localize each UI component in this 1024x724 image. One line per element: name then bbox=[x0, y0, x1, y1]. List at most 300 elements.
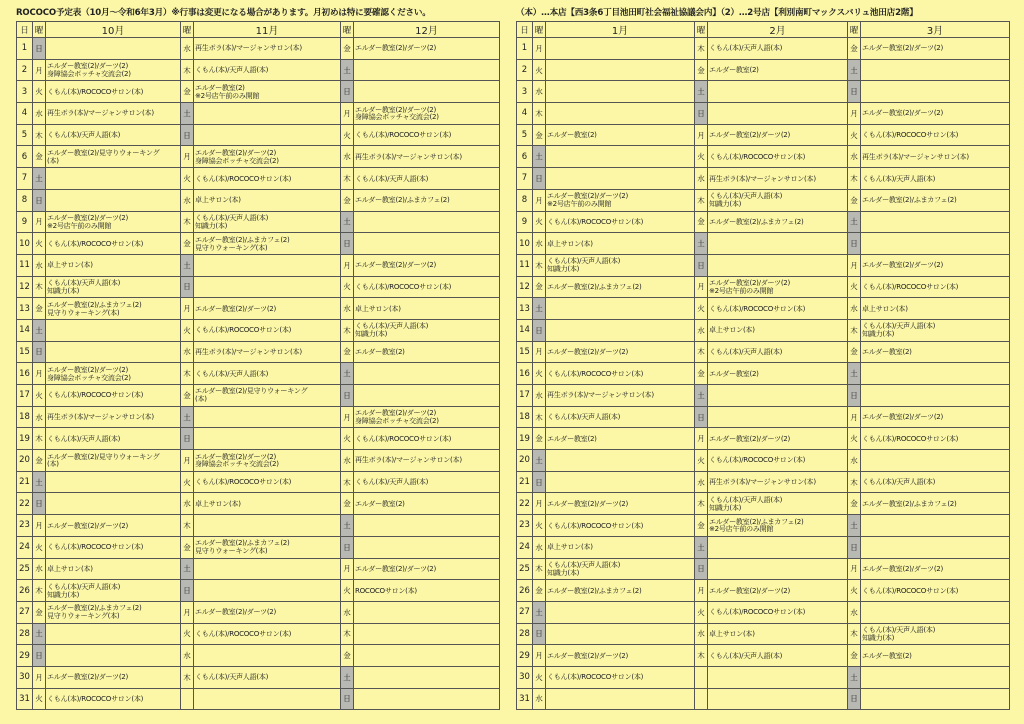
schedule-row bbox=[17, 601, 500, 623]
day-number: 6 bbox=[517, 146, 533, 168]
weekday: 火 bbox=[695, 146, 708, 168]
weekday: 土 bbox=[533, 298, 546, 320]
event-cell bbox=[194, 103, 341, 125]
weekday: 月 bbox=[695, 124, 708, 146]
day-number: 13 bbox=[17, 298, 33, 320]
weekday: 木 bbox=[181, 666, 194, 688]
weekday: 日 bbox=[33, 645, 46, 667]
weekday: 月 bbox=[848, 103, 861, 125]
event-cell bbox=[354, 601, 500, 623]
event-cell bbox=[354, 515, 500, 537]
weekday: 水 bbox=[341, 146, 354, 168]
weekday: 金 bbox=[533, 276, 546, 298]
schedule-row bbox=[517, 254, 1010, 276]
day-number: 8 bbox=[517, 189, 533, 211]
event-cell: くもん(本)/ROCOCOサロン(本) bbox=[46, 688, 181, 710]
weekday: 日 bbox=[181, 428, 194, 450]
event-cell: エルダー教室(2)/ふまカフェ(2) bbox=[546, 580, 695, 602]
month-header: 11月 bbox=[194, 22, 341, 38]
schedule-row bbox=[517, 124, 1010, 146]
schedule-row bbox=[517, 536, 1010, 558]
weekday: 月 bbox=[848, 406, 861, 428]
schedule-row bbox=[17, 493, 500, 515]
schedule-row bbox=[517, 168, 1010, 190]
event-cell: エルダー教室(2)/ダーツ(2) bbox=[861, 38, 1010, 60]
weekday: 水 bbox=[695, 623, 708, 645]
event-cell bbox=[354, 363, 500, 385]
weekday: 火 bbox=[848, 276, 861, 298]
weekday: 水 bbox=[33, 406, 46, 428]
schedule-row bbox=[517, 81, 1010, 103]
header-day: 日 bbox=[17, 22, 33, 38]
schedule-row bbox=[17, 385, 500, 407]
event-cell: エルダー教室(2)/ダーツ(2) bbox=[546, 645, 695, 667]
event-cell: エルダー教室(2) bbox=[708, 59, 848, 81]
weekday: 火 bbox=[695, 450, 708, 472]
event-cell: くもん(本)/天声人語(本) 知識力(本) bbox=[546, 254, 695, 276]
day-number: 22 bbox=[17, 493, 33, 515]
day-number: 22 bbox=[517, 493, 533, 515]
schedule-row bbox=[17, 406, 500, 428]
event-cell: 卓上サロン(本) bbox=[546, 233, 695, 255]
day-number: 19 bbox=[17, 428, 33, 450]
event-cell: エルダー教室(2)/ふまカフェ(2) ※2号店午前のみ開館 bbox=[708, 515, 848, 537]
event-cell bbox=[194, 515, 341, 537]
event-cell bbox=[546, 688, 695, 710]
schedule-table-jan-mar bbox=[516, 21, 1010, 710]
weekday: 金 bbox=[848, 493, 861, 515]
event-cell: エルダー教室(2)/見守りウォーキング (本) bbox=[46, 450, 181, 472]
weekday: 月 bbox=[341, 406, 354, 428]
event-cell: くもん(本)/天声人語(本) bbox=[546, 406, 695, 428]
event-cell: くもん(本)/天声人語(本) 知識力(本) bbox=[708, 189, 848, 211]
schedule-row bbox=[17, 536, 500, 558]
schedule-row bbox=[517, 146, 1010, 168]
weekday: 金 bbox=[33, 146, 46, 168]
event-cell bbox=[708, 233, 848, 255]
schedule-row bbox=[517, 211, 1010, 233]
event-cell: 再生ボラ(本)/マージャンサロン(本) bbox=[354, 146, 500, 168]
event-cell: エルダー教室(2)/ふまカフェ(2) 見守りウォーキング(本) bbox=[194, 233, 341, 255]
event-cell bbox=[708, 385, 848, 407]
weekday: 日 bbox=[181, 580, 194, 602]
weekday: 土 bbox=[848, 363, 861, 385]
day-number: 25 bbox=[17, 558, 33, 580]
weekday: 火 bbox=[533, 515, 546, 537]
schedule-row bbox=[517, 319, 1010, 341]
event-cell bbox=[546, 38, 695, 60]
event-cell bbox=[861, 59, 1010, 81]
month-header: 10月 bbox=[46, 22, 181, 38]
event-cell: エルダー教室(2)/ダーツ(2) ※2号店午前のみ開館 bbox=[708, 276, 848, 298]
event-cell bbox=[194, 688, 341, 710]
event-cell: くもん(本)/天声人語(本) 知識力(本) bbox=[708, 493, 848, 515]
weekday: 月 bbox=[533, 645, 546, 667]
weekday: 木 bbox=[848, 471, 861, 493]
event-cell bbox=[194, 124, 341, 146]
weekday: 木 bbox=[33, 124, 46, 146]
weekday bbox=[695, 666, 708, 688]
event-cell: 卓上サロン(本) bbox=[708, 623, 848, 645]
event-cell: 卓上サロン(本) bbox=[546, 536, 695, 558]
weekday: 木 bbox=[695, 189, 708, 211]
weekday: 水 bbox=[695, 319, 708, 341]
header-weekday: 曜 bbox=[533, 22, 546, 38]
header-weekday: 曜 bbox=[341, 22, 354, 38]
event-cell bbox=[708, 536, 848, 558]
weekday: 日 bbox=[181, 124, 194, 146]
weekday: 木 bbox=[848, 623, 861, 645]
event-cell bbox=[708, 254, 848, 276]
event-cell: くもん(本)/天声人語(本) 知識力(本) bbox=[46, 276, 181, 298]
event-cell: くもん(本)/ROCOCOサロン(本) bbox=[194, 168, 341, 190]
event-cell bbox=[861, 363, 1010, 385]
weekday: 月 bbox=[181, 146, 194, 168]
weekday: 日 bbox=[848, 385, 861, 407]
weekday: 木 bbox=[33, 428, 46, 450]
event-cell: くもん(本)/ROCOCOサロン(本) bbox=[861, 124, 1010, 146]
schedule-row bbox=[517, 363, 1010, 385]
event-cell: くもん(本)/ROCOCOサロン(本) bbox=[546, 211, 695, 233]
weekday: 水 bbox=[181, 341, 194, 363]
weekday: 土 bbox=[848, 515, 861, 537]
day-number: 12 bbox=[17, 276, 33, 298]
weekday: 日 bbox=[341, 233, 354, 255]
weekday: 日 bbox=[848, 81, 861, 103]
weekday: 水 bbox=[33, 254, 46, 276]
weekday: 日 bbox=[695, 254, 708, 276]
day-number: 20 bbox=[17, 450, 33, 472]
weekday: 水 bbox=[533, 536, 546, 558]
event-cell: くもん(本)/ROCOCOサロン(本) bbox=[194, 623, 341, 645]
month-header: 1月 bbox=[546, 22, 695, 38]
weekday: 木 bbox=[533, 558, 546, 580]
event-cell: 再生ボラ(本)/マージャンサロン(本) bbox=[708, 168, 848, 190]
day-number: 14 bbox=[17, 319, 33, 341]
event-cell: くもん(本)/ROCOCOサロン(本) bbox=[354, 276, 500, 298]
weekday: 木 bbox=[695, 645, 708, 667]
weekday: 日 bbox=[848, 688, 861, 710]
weekday: 木 bbox=[533, 103, 546, 125]
weekday: 木 bbox=[33, 276, 46, 298]
weekday: 火 bbox=[33, 233, 46, 255]
day-number: 9 bbox=[17, 211, 33, 233]
day-number: 10 bbox=[517, 233, 533, 255]
day-number: 24 bbox=[517, 536, 533, 558]
weekday: 月 bbox=[341, 558, 354, 580]
weekday: 土 bbox=[33, 319, 46, 341]
day-number: 3 bbox=[517, 81, 533, 103]
weekday: 日 bbox=[848, 233, 861, 255]
weekday: 金 bbox=[341, 341, 354, 363]
schedule-row bbox=[17, 276, 500, 298]
event-cell bbox=[354, 623, 500, 645]
weekday: 木 bbox=[848, 168, 861, 190]
day-number: 2 bbox=[517, 59, 533, 81]
event-cell: エルダー教室(2)/ダーツ(2) bbox=[354, 254, 500, 276]
weekday: 土 bbox=[695, 233, 708, 255]
schedule-row bbox=[17, 124, 500, 146]
weekday: 木 bbox=[533, 254, 546, 276]
event-cell bbox=[46, 38, 181, 60]
event-cell: エルダー教室(2)/ダーツ(2) 身障協会ボッチャ交流会(2) bbox=[354, 406, 500, 428]
weekday: 月 bbox=[33, 515, 46, 537]
event-cell bbox=[354, 666, 500, 688]
event-cell bbox=[546, 319, 695, 341]
event-cell: エルダー教室(2)/ダーツ(2) bbox=[861, 254, 1010, 276]
event-cell bbox=[354, 688, 500, 710]
event-cell: くもん(本)/ROCOCOサロン(本) bbox=[46, 385, 181, 407]
event-cell: エルダー教室(2)/ダーツ(2) bbox=[861, 406, 1010, 428]
day-number: 29 bbox=[517, 645, 533, 667]
weekday: 火 bbox=[341, 276, 354, 298]
event-cell: くもん(本)/天声人語(本) bbox=[708, 38, 848, 60]
schedule-row bbox=[517, 450, 1010, 472]
weekday: 日 bbox=[33, 38, 46, 60]
weekday: 土 bbox=[341, 666, 354, 688]
event-cell bbox=[708, 558, 848, 580]
weekday: 水 bbox=[33, 558, 46, 580]
weekday: 日 bbox=[341, 81, 354, 103]
event-cell: エルダー教室(2) bbox=[708, 363, 848, 385]
weekday: 水 bbox=[695, 471, 708, 493]
weekday: 金 bbox=[848, 189, 861, 211]
weekday: 月 bbox=[341, 103, 354, 125]
event-cell bbox=[861, 688, 1010, 710]
weekday: 火 bbox=[181, 319, 194, 341]
schedule-row bbox=[17, 298, 500, 320]
event-cell: くもん(本)/天声人語(本) 知識力(本) bbox=[861, 319, 1010, 341]
event-cell: くもん(本)/ROCOCOサロン(本) bbox=[708, 601, 848, 623]
event-cell bbox=[546, 601, 695, 623]
event-cell: くもん(本)/天声人語(本) bbox=[194, 59, 341, 81]
day-number: 21 bbox=[17, 471, 33, 493]
event-cell: くもん(本)/ROCOCOサロン(本) bbox=[546, 515, 695, 537]
day-number: 12 bbox=[517, 276, 533, 298]
event-cell: 卓上サロン(本) bbox=[46, 254, 181, 276]
schedule-row bbox=[517, 688, 1010, 710]
event-cell: 再生ボラ(本)/マージャンサロン(本) bbox=[46, 103, 181, 125]
event-cell: 再生ボラ(本)/マージャンサロン(本) bbox=[46, 406, 181, 428]
weekday: 月 bbox=[533, 493, 546, 515]
event-cell bbox=[194, 276, 341, 298]
weekday: 土 bbox=[848, 211, 861, 233]
event-cell: エルダー教室(2) bbox=[861, 645, 1010, 667]
day-number: 30 bbox=[517, 666, 533, 688]
day-number: 8 bbox=[17, 189, 33, 211]
weekday: 火 bbox=[533, 211, 546, 233]
event-cell bbox=[194, 645, 341, 667]
event-cell: くもん(本)/天声人語(本) bbox=[354, 471, 500, 493]
weekday: 土 bbox=[695, 536, 708, 558]
weekday: 水 bbox=[533, 81, 546, 103]
weekday: 月 bbox=[533, 38, 546, 60]
event-cell: 再生ボラ(本)/マージャンサロン(本) bbox=[194, 38, 341, 60]
event-cell bbox=[708, 406, 848, 428]
header-weekday: 曜 bbox=[181, 22, 194, 38]
weekday: 日 bbox=[533, 623, 546, 645]
weekday: 金 bbox=[181, 536, 194, 558]
day-number: 4 bbox=[517, 103, 533, 125]
weekday: 水 bbox=[181, 189, 194, 211]
schedule-row bbox=[17, 189, 500, 211]
event-cell bbox=[861, 666, 1010, 688]
event-cell: くもん(本)/ROCOCOサロン(本) bbox=[708, 450, 848, 472]
weekday: 土 bbox=[341, 59, 354, 81]
event-cell: エルダー教室(2)/ダーツ(2) 身障協会ボッチャ交流会(2) bbox=[194, 450, 341, 472]
event-cell bbox=[546, 168, 695, 190]
weekday: 日 bbox=[33, 189, 46, 211]
weekday: 木 bbox=[341, 168, 354, 190]
weekday: 水 bbox=[848, 298, 861, 320]
day-number: 16 bbox=[517, 363, 533, 385]
schedule-row bbox=[17, 645, 500, 667]
weekday: 土 bbox=[181, 254, 194, 276]
day-number: 4 bbox=[17, 103, 33, 125]
event-cell bbox=[46, 168, 181, 190]
schedule-row bbox=[17, 428, 500, 450]
header-weekday: 曜 bbox=[695, 22, 708, 38]
day-number: 6 bbox=[17, 146, 33, 168]
schedule-row bbox=[17, 623, 500, 645]
event-cell bbox=[861, 81, 1010, 103]
event-cell bbox=[354, 645, 500, 667]
event-cell: 再生ボラ(本)/マージャンサロン(本) bbox=[194, 341, 341, 363]
weekday: 木 bbox=[848, 319, 861, 341]
weekday: 土 bbox=[181, 558, 194, 580]
weekday: 水 bbox=[695, 168, 708, 190]
weekday: 火 bbox=[341, 580, 354, 602]
weekday: 月 bbox=[695, 428, 708, 450]
event-cell bbox=[46, 471, 181, 493]
month-header: 3月 bbox=[861, 22, 1010, 38]
header-weekday: 曜 bbox=[33, 22, 46, 38]
event-cell: くもん(本)/ROCOCOサロン(本) bbox=[861, 276, 1010, 298]
weekday: 木 bbox=[341, 623, 354, 645]
weekday: 金 bbox=[695, 211, 708, 233]
day-number: 31 bbox=[17, 688, 33, 710]
weekday: 金 bbox=[533, 428, 546, 450]
day-number: 5 bbox=[17, 124, 33, 146]
event-cell: エルダー教室(2)/ダーツ(2) bbox=[861, 103, 1010, 125]
day-number: 26 bbox=[517, 580, 533, 602]
weekday: 火 bbox=[341, 124, 354, 146]
weekday: 金 bbox=[695, 59, 708, 81]
event-cell: くもん(本)/ROCOCOサロン(本) bbox=[708, 298, 848, 320]
left-title: ROCOCO予定表（10月～令和6年3月）※行事は変更になる場合があります。月初めは特に要確認ください。 bbox=[16, 8, 431, 18]
day-number: 18 bbox=[517, 406, 533, 428]
weekday: 日 bbox=[341, 536, 354, 558]
weekday: 火 bbox=[33, 688, 46, 710]
day-number: 1 bbox=[517, 38, 533, 60]
schedule-row bbox=[17, 580, 500, 602]
event-cell: エルダー教室(2)/ダーツ(2) bbox=[546, 341, 695, 363]
day-number: 3 bbox=[17, 81, 33, 103]
day-number: 27 bbox=[17, 601, 33, 623]
schedule-row bbox=[517, 515, 1010, 537]
weekday: 土 bbox=[181, 103, 194, 125]
event-cell: くもん(本)/ROCOCOサロン(本) bbox=[354, 124, 500, 146]
day-number: 11 bbox=[517, 254, 533, 276]
weekday: 日 bbox=[181, 276, 194, 298]
weekday: 日 bbox=[695, 406, 708, 428]
event-cell bbox=[194, 428, 341, 450]
weekday: 土 bbox=[181, 406, 194, 428]
event-cell: エルダー教室(2)/ダーツ(2) 身障協会ボッチャ交流会(2) bbox=[354, 103, 500, 125]
weekday: 金 bbox=[341, 645, 354, 667]
weekday: 木 bbox=[181, 59, 194, 81]
day-number: 24 bbox=[17, 536, 33, 558]
weekday: 日 bbox=[533, 471, 546, 493]
weekday: 金 bbox=[695, 363, 708, 385]
weekday: 火 bbox=[33, 385, 46, 407]
event-cell: エルダー教室(2)/ダーツ(2) 身障協会ボッチャ交流会(2) bbox=[46, 59, 181, 81]
weekday: 土 bbox=[33, 168, 46, 190]
schedule-row bbox=[17, 146, 500, 168]
weekday: 月 bbox=[695, 580, 708, 602]
day-number: 28 bbox=[17, 623, 33, 645]
event-cell: エルダー教室(2)/ふまカフェ(2) 見守りウォーキング(本) bbox=[46, 298, 181, 320]
event-cell bbox=[354, 233, 500, 255]
event-cell bbox=[861, 601, 1010, 623]
weekday: 土 bbox=[341, 363, 354, 385]
weekday bbox=[695, 688, 708, 710]
schedule-table-oct-dec bbox=[16, 21, 500, 710]
event-cell bbox=[46, 319, 181, 341]
weekday: 月 bbox=[181, 601, 194, 623]
weekday: 木 bbox=[695, 38, 708, 60]
event-cell: エルダー教室(2)/ダーツ(2) ※2号店午前のみ開館 bbox=[546, 189, 695, 211]
event-cell: エルダー教室(2)/ダーツ(2) bbox=[194, 601, 341, 623]
event-cell: くもん(本)/天声人語(本) 知識力(本) bbox=[861, 623, 1010, 645]
weekday: 火 bbox=[33, 536, 46, 558]
weekday: 金 bbox=[33, 298, 46, 320]
event-cell: くもん(本)/ROCOCOサロン(本) bbox=[861, 580, 1010, 602]
event-cell: エルダー教室(2) bbox=[546, 428, 695, 450]
event-cell: くもん(本)/天声人語(本) bbox=[46, 428, 181, 450]
weekday: 土 bbox=[533, 450, 546, 472]
month-header: 2月 bbox=[708, 22, 848, 38]
schedule-row bbox=[17, 515, 500, 537]
weekday: 金 bbox=[533, 124, 546, 146]
event-cell: エルダー教室(2)/ダーツ(2) bbox=[708, 124, 848, 146]
event-cell bbox=[46, 623, 181, 645]
schedule-row bbox=[517, 471, 1010, 493]
day-number: 10 bbox=[17, 233, 33, 255]
event-cell: 卓上サロン(本) bbox=[46, 558, 181, 580]
event-cell bbox=[46, 645, 181, 667]
weekday: 月 bbox=[848, 254, 861, 276]
schedule-row bbox=[517, 406, 1010, 428]
event-cell bbox=[708, 666, 848, 688]
header-day: 日 bbox=[517, 22, 533, 38]
day-number: 21 bbox=[517, 471, 533, 493]
event-cell bbox=[354, 81, 500, 103]
schedule-row bbox=[17, 688, 500, 710]
event-cell: エルダー教室(2)/ふまカフェ(2) 見守りウォーキング(本) bbox=[46, 601, 181, 623]
weekday: 水 bbox=[341, 298, 354, 320]
day-number: 7 bbox=[517, 168, 533, 190]
event-cell: エルダー教室(2)/見守りウォーキング (本) bbox=[46, 146, 181, 168]
event-cell: 再生ボラ(本)/マージャンサロン(本) bbox=[861, 146, 1010, 168]
weekday: 火 bbox=[33, 81, 46, 103]
event-cell: 卓上サロン(本) bbox=[194, 493, 341, 515]
day-number: 15 bbox=[517, 341, 533, 363]
event-cell bbox=[546, 450, 695, 472]
event-cell bbox=[546, 103, 695, 125]
weekday: 水 bbox=[848, 601, 861, 623]
day-number: 18 bbox=[17, 406, 33, 428]
